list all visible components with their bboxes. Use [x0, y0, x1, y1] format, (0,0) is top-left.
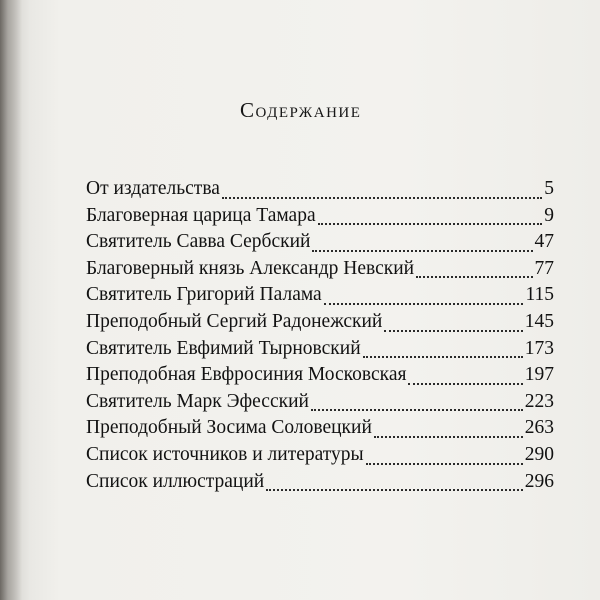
toc-entry: [86, 205, 554, 232]
toc-entry-title: Благоверный князь Александр Невский: [86, 257, 415, 279]
dot-leader: [416, 272, 532, 278]
toc-entry: [86, 311, 554, 338]
dot-leader: [222, 193, 542, 199]
toc-entry-page: 47: [534, 231, 554, 253]
dot-leader: [366, 459, 523, 465]
dot-leader: [311, 405, 523, 411]
toc-entry-page: 263: [524, 417, 554, 439]
toc-entry-title: Преподобная Евфросиния Московская: [86, 364, 407, 386]
toc-entry-page: 115: [525, 284, 554, 306]
toc-entry-title: Святитель Савва Сербский: [86, 231, 311, 253]
dot-leader: [324, 299, 524, 305]
toc-entry-page: 5: [544, 178, 554, 199]
toc-entry-title: Преподобный Зосима Соловецкий: [86, 417, 372, 439]
toc-entry-page: 290: [524, 443, 554, 465]
toc-entry-title: Благоверная царица Тамара: [86, 204, 316, 226]
toc-entry: [86, 364, 554, 391]
dot-leader: [312, 246, 532, 252]
toc-entry-page: 145: [524, 310, 554, 332]
toc-entry: [86, 338, 554, 365]
toc-entry-page: 173: [524, 337, 554, 359]
dot-leader: [266, 485, 523, 491]
toc-entry: [86, 258, 554, 285]
dot-leader: [363, 352, 523, 358]
toc-entry-page: 197: [524, 364, 554, 386]
toc-entry-title: Святитель Григорий Палама: [86, 284, 322, 306]
dot-leader: [384, 326, 522, 332]
book-spine-shadow: [0, 0, 22, 600]
toc-entry-page: 77: [534, 257, 554, 279]
dot-leader: [408, 379, 522, 385]
toc-entry: [86, 391, 554, 418]
toc-entry: [86, 471, 554, 498]
toc-entry-page: 223: [524, 390, 554, 412]
toc-entry-title: Преподобный Сергий Радонежский: [86, 310, 383, 332]
toc-entry: [86, 231, 554, 258]
dot-leader: [318, 219, 543, 225]
toc-entry-title: Святитель Евфимий Тырновский: [86, 337, 361, 359]
toc-entry-title: Святитель Марк Эфесский: [86, 390, 309, 412]
table-of-contents: [86, 178, 554, 497]
toc-entry: [86, 284, 554, 311]
toc-entry: [86, 178, 554, 205]
toc-entry-page: 296: [524, 470, 554, 492]
toc-entry: [86, 444, 554, 471]
toc-entry-title: Список иллюстраций: [86, 470, 265, 492]
toc-entry-page: 9: [544, 204, 554, 226]
toc-entry-title: Список источников и литературы: [86, 443, 364, 465]
toc-entry: [86, 417, 554, 444]
toc-entry-title: От издательства: [86, 178, 220, 199]
dot-leader: [374, 432, 523, 438]
toc-title: Содержание: [240, 98, 362, 122]
